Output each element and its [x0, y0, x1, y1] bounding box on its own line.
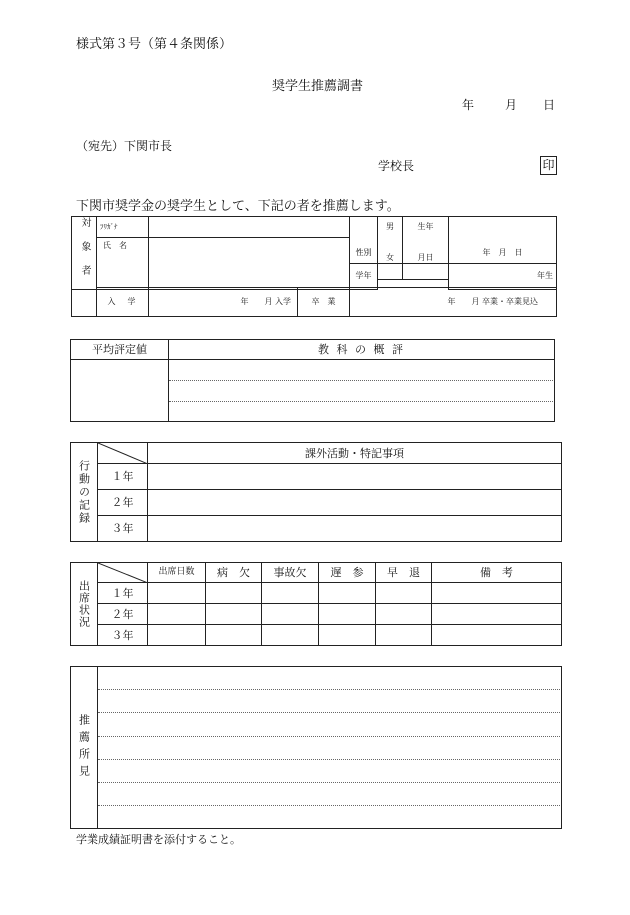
name-label: 氏 名 [97, 238, 149, 290]
conduct-field-3[interactable] [148, 516, 562, 542]
intro-text: 下関市奨学金の奨学生として、下記の者を推薦します。 [76, 199, 400, 214]
subject-table-lower [71, 263, 557, 317]
header-remarks: 備 考 [432, 563, 562, 583]
birth-date-field[interactable]: 年 月 日 [449, 217, 557, 290]
graduate-label: 卒 業 [298, 288, 350, 317]
summary-line-2 [169, 401, 553, 402]
header-accident-absence: 事故欠 [262, 563, 319, 583]
recommendation-line-4 [98, 759, 560, 760]
recommendation-side-label: 推薦所見 [71, 667, 98, 829]
footnote: 学業成績証明書を添付すること。 [76, 833, 241, 846]
attendance-cell[interactable] [376, 625, 432, 646]
recommendation-line-5 [98, 782, 560, 783]
attendance-table [70, 562, 562, 646]
conduct-table [70, 442, 562, 542]
furigana-label: ﾌﾘｶﾞﾅ [97, 217, 149, 238]
seal-box: 印 [540, 156, 557, 175]
average-grade-field[interactable] [71, 360, 169, 422]
attendance-cell[interactable] [262, 583, 319, 604]
attendance-cell[interactable] [148, 583, 206, 604]
header-attendance-days: 出席日数 [148, 563, 206, 583]
attendance-cell[interactable] [262, 604, 319, 625]
date-day-label: 日 [543, 98, 556, 112]
conduct-field-2[interactable] [148, 490, 562, 516]
subject-summary-label: 教 科 の 概 評 [169, 340, 555, 360]
subject-side-label: 対象者 [72, 217, 97, 290]
attendance-cell[interactable] [376, 583, 432, 604]
enroll-label: 入 学 [97, 288, 149, 317]
attendance-cell[interactable] [148, 604, 206, 625]
attendance-cell[interactable] [319, 625, 376, 646]
attendance-cell[interactable] [432, 604, 562, 625]
subject-summary-field[interactable] [169, 360, 555, 422]
recommendation-line-3 [98, 736, 560, 737]
recommendation-line-2 [98, 712, 560, 713]
attendance-cell[interactable] [432, 583, 562, 604]
name-field-lower[interactable] [97, 264, 350, 288]
header-early-leave: 早 退 [376, 563, 432, 583]
attendance-cell[interactable] [206, 583, 262, 604]
attendance-year-1: １年 [98, 583, 148, 604]
diagonal-line [98, 563, 148, 583]
attendance-cell[interactable] [206, 625, 262, 646]
diagonal-line [98, 443, 148, 464]
addressee: （宛先）下関市長 [76, 139, 173, 153]
birth-label-1: 生年 [403, 217, 449, 238]
conduct-header: 課外活動・特記事項 [148, 443, 562, 464]
birth-label-2: 月日 [403, 238, 449, 280]
attendance-year-2: ２年 [98, 604, 148, 625]
date-month-label: 月 [505, 98, 518, 112]
average-grade-label: 平均評定値 [71, 340, 169, 360]
grade-field[interactable]: 年生 [378, 264, 557, 288]
form-number: 様式第３号（第４条関係） [76, 37, 233, 52]
graduate-date-field[interactable]: 年 月 卒業・卒業見込 [350, 288, 557, 317]
conduct-side-label: 行動の記録 [71, 443, 98, 542]
enroll-date-field[interactable]: 年 月 入学 [149, 288, 298, 317]
attendance-diagonal-cell [98, 563, 148, 583]
attendance-cell[interactable] [206, 604, 262, 625]
header-late: 遅 参 [319, 563, 376, 583]
sex-female[interactable]: 女 [378, 238, 403, 280]
page-title: 奨学生推薦調書 [272, 79, 364, 94]
attendance-cell[interactable] [319, 583, 376, 604]
sex-label: 性別 [350, 217, 378, 290]
principal-label: 学校長 [378, 159, 415, 173]
attendance-cell[interactable] [376, 604, 432, 625]
attendance-cell[interactable] [148, 625, 206, 646]
date-year-label: 年 [462, 98, 475, 112]
header-sick-absence: 病 欠 [206, 563, 262, 583]
conduct-diagonal-cell [98, 443, 148, 464]
conduct-year-3: ３年 [98, 516, 148, 542]
attendance-side-label: 出席状況 [71, 563, 98, 646]
conduct-field-1[interactable] [148, 464, 562, 490]
sex-male[interactable]: 男 [378, 217, 403, 238]
summary-line-1 [169, 380, 553, 381]
attendance-cell[interactable] [262, 625, 319, 646]
furigana-field[interactable] [149, 217, 350, 238]
attendance-year-3: ３年 [98, 625, 148, 646]
conduct-year-1: １年 [98, 464, 148, 490]
grade-label: 学年 [350, 264, 378, 288]
attendance-cell[interactable] [432, 625, 562, 646]
conduct-year-2: ２年 [98, 490, 148, 516]
attendance-cell[interactable] [319, 604, 376, 625]
recommendation-line-6 [98, 805, 560, 806]
recommendation-line-1 [98, 689, 560, 690]
